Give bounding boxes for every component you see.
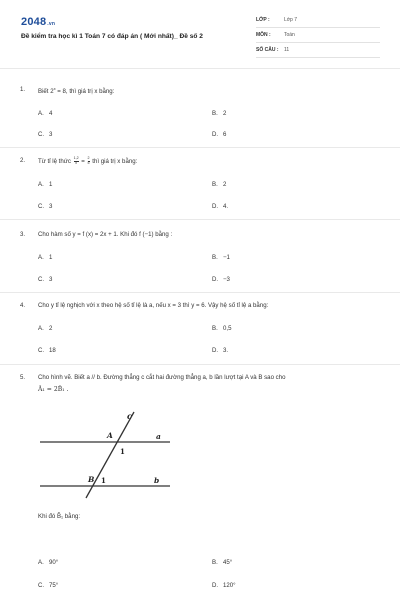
option-label: C. — [38, 582, 45, 589]
option-a[interactable] — [38, 181, 52, 188]
fraction-numerator: 2 — [87, 156, 90, 160]
label-b: b — [154, 476, 160, 485]
fraction-denominator: 5 — [87, 160, 90, 165]
option-value: 120° — [223, 582, 236, 589]
question-number: 1. — [20, 86, 26, 93]
meta-count-value: 11 — [284, 47, 290, 53]
option-label: D. — [212, 582, 219, 589]
q2-text-post: thì giá trị x bằng: — [92, 157, 138, 165]
exam-title: Đề kiểm tra học kì 1 Toán 7 có đáp án ( Mới nhất)_ Đề số 2 — [21, 33, 203, 40]
option-label: B. — [212, 325, 218, 332]
option-value: 90° — [49, 559, 59, 566]
meta-class-value: Lớp 7 — [284, 17, 298, 23]
q1-text-pre: Biết 2 — [38, 88, 54, 96]
option-label: B. — [212, 110, 218, 117]
logo-suffix: .vn — [47, 21, 56, 27]
angle-relation: Â₁ = 2B̂₁ . — [38, 386, 69, 393]
question-text: Cho y tỉ lệ nghịch với x theo hệ số tỉ lệ là a, nếu x = 3 thì y = 6. Vậy hệ số tỉ lệ a bằng: — [38, 302, 269, 309]
option-d[interactable] — [212, 582, 236, 589]
option-b[interactable] — [212, 110, 226, 117]
option-a[interactable] — [38, 559, 58, 566]
q2-text-pre: Từ tỉ lệ thức — [38, 157, 71, 165]
label-angle-A1: 1 — [120, 447, 125, 456]
meta-subject-row — [256, 30, 380, 43]
fraction-numerator: 1,2 — [73, 156, 79, 160]
option-value: 3 — [49, 276, 53, 283]
option-b[interactable] — [212, 254, 230, 261]
question-text: Từ tỉ lệ thức $\frac{1,2}{x}$ = $\frac{2}{5}$ thì giá trị x bằng: — [38, 156, 138, 165]
option-d[interactable] — [212, 276, 230, 283]
option-label: A. — [38, 181, 44, 188]
option-value: 1 — [49, 254, 53, 261]
meta-count-key: SỐ CÂU : — [256, 47, 279, 53]
question-number: 5. — [20, 374, 26, 381]
meta-subject-key: MÔN : — [256, 32, 271, 38]
option-label: B. — [212, 559, 218, 566]
option-b[interactable] — [212, 559, 232, 566]
option-c[interactable] — [38, 582, 58, 589]
option-value: 6 — [223, 131, 227, 138]
option-label: D. — [212, 203, 219, 210]
meta-class-key: LỚP : — [256, 17, 270, 23]
option-b[interactable] — [212, 325, 231, 332]
fraction-denominator: x — [75, 160, 77, 165]
divider — [0, 292, 400, 293]
option-c[interactable] — [38, 203, 52, 210]
option-label: C. — [38, 203, 45, 210]
option-label: A. — [38, 110, 44, 117]
option-label: A. — [38, 254, 44, 261]
option-d[interactable] — [212, 347, 228, 354]
site-logo[interactable] — [21, 16, 55, 28]
divider — [0, 219, 400, 220]
option-c[interactable] — [38, 276, 52, 283]
line-c — [86, 412, 134, 498]
question-sub-text: Khi đó B̂₁ bằng: — [38, 513, 81, 520]
option-value: 75° — [49, 582, 59, 589]
option-label: D. — [212, 347, 219, 354]
option-value: 4 — [49, 110, 53, 117]
fraction-2 — [88, 157, 90, 166]
option-c[interactable] — [38, 131, 52, 138]
option-label: A. — [38, 559, 44, 566]
option-value: 2 — [223, 110, 227, 117]
option-value: 18 — [49, 347, 56, 354]
option-value: 3 — [49, 203, 53, 210]
option-label: C. — [38, 131, 45, 138]
meta-count-row — [256, 45, 380, 58]
option-a[interactable] — [38, 110, 52, 117]
option-value: −1 — [223, 254, 230, 261]
option-label: B. — [212, 254, 218, 261]
option-label: A. — [38, 325, 44, 332]
label-B: B — [88, 475, 95, 484]
option-label: D. — [212, 131, 219, 138]
option-value: 3. — [223, 347, 229, 354]
option-label: B. — [212, 181, 218, 188]
option-d[interactable] — [212, 203, 228, 210]
option-label: D. — [212, 276, 219, 283]
label-c: c — [127, 411, 132, 421]
option-value: 45° — [223, 559, 233, 566]
meta-class-row — [256, 15, 380, 28]
option-label: C. — [38, 347, 45, 354]
divider — [0, 147, 400, 148]
option-value: 3 — [49, 131, 53, 138]
option-b[interactable] — [212, 181, 226, 188]
option-value: 2 — [49, 325, 53, 332]
option-value: 2 — [223, 181, 227, 188]
divider — [0, 68, 400, 69]
label-angle-B1: 1 — [101, 476, 106, 485]
divider — [0, 364, 400, 365]
question-number: 3. — [20, 231, 26, 238]
label-A: A — [107, 431, 113, 440]
q1-text-post: = 8, thì giá trị x bằng: — [55, 88, 115, 96]
option-c[interactable] — [38, 347, 56, 354]
option-a[interactable] — [38, 325, 52, 332]
fraction-1 — [74, 157, 79, 166]
question-text: Cho hình vẽ. Biết a // b. Đường thẳng c cắt hai đường thẳng a, b lần lượt tại A và B sao cho — [38, 374, 286, 381]
question-text: Cho hàm số y = f (x) = 2x + 1. Khi đó f (−1) bằng : — [38, 231, 173, 238]
option-value: 1 — [49, 181, 53, 188]
option-value: 0,5 — [223, 325, 232, 332]
header — [0, 0, 400, 70]
parallel-lines-figure — [38, 410, 188, 500]
option-label: C. — [38, 276, 45, 283]
q1-exponent: x — [53, 86, 56, 91]
question-text — [38, 86, 114, 95]
logo-main: 2048 — [21, 16, 47, 28]
label-a: a — [156, 432, 161, 441]
question-number: 2. — [20, 157, 26, 164]
meta-subject-value: Toán — [284, 32, 295, 38]
option-a[interactable] — [38, 254, 52, 261]
option-value: −3 — [223, 276, 230, 283]
option-value: 4. — [223, 203, 229, 210]
option-d[interactable] — [212, 131, 226, 138]
question-number: 4. — [20, 302, 26, 309]
